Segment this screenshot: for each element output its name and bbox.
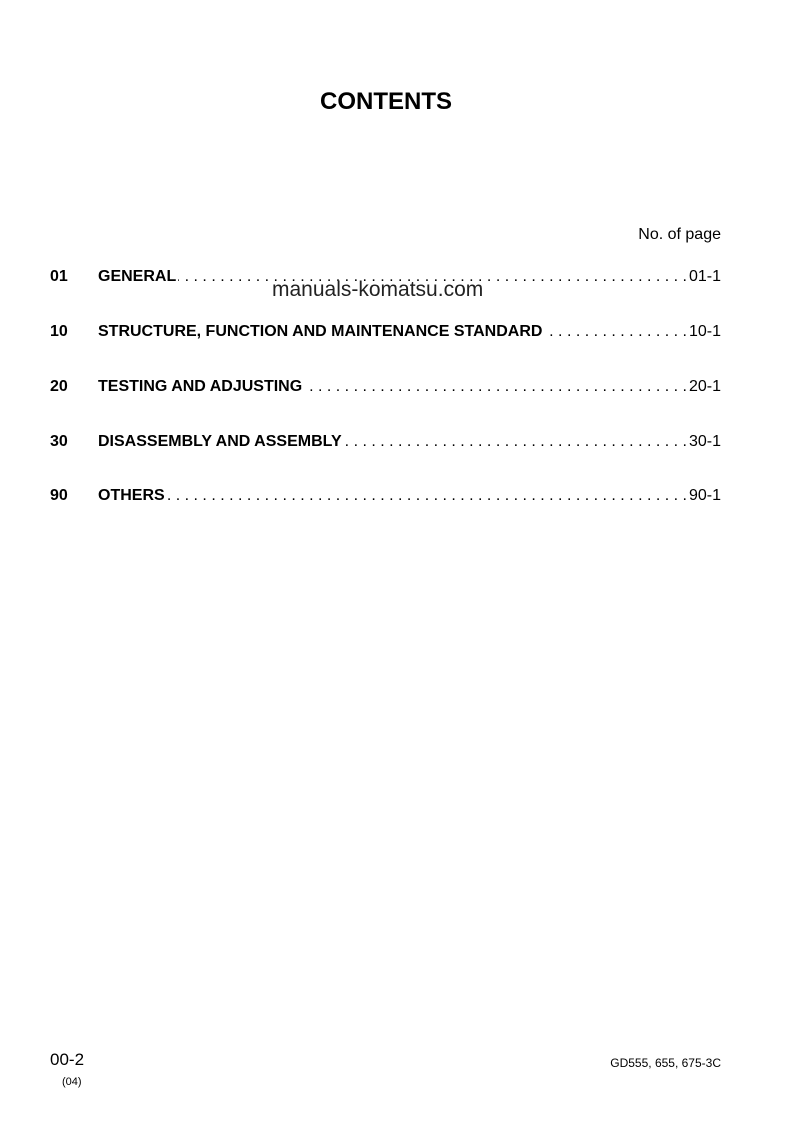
page-number: 30-1 [688,433,721,450]
toc-entry[interactable] [50,433,721,455]
section-number: 01 [50,268,68,285]
dot-leader [167,487,687,505]
toc-entry[interactable] [50,378,721,400]
section-title: GENERAL [98,268,177,285]
section-title: OTHERS [98,487,165,504]
page-number: 01-1 [688,268,721,285]
page-number: 20-1 [688,378,721,395]
footer-revision: (04) [62,1076,82,1088]
dot-leader [344,433,687,451]
section-number: 20 [50,378,68,395]
section-title: STRUCTURE, FUNCTION AND MAINTENANCE STANDARD [98,323,543,340]
toc-entry[interactable] [50,487,721,509]
section-number: 90 [50,487,68,504]
dot-leader [304,378,687,396]
page-number: 90-1 [688,487,721,504]
section-number: 30 [50,433,68,450]
column-header: No. of page [638,226,721,243]
toc-entry[interactable] [50,323,721,345]
section-title: DISASSEMBLY AND ASSEMBLY [98,433,342,450]
footer-model: GD555, 655, 675-3C [610,1056,721,1070]
page-title: CONTENTS [320,88,452,115]
watermark: manuals-komatsu.com [272,278,484,301]
section-title: TESTING AND ADJUSTING [98,378,303,395]
footer-page-number: 00-2 [50,1050,85,1069]
dot-leader [544,323,687,341]
page-number: 10-1 [688,323,721,340]
section-number: 10 [50,323,68,340]
